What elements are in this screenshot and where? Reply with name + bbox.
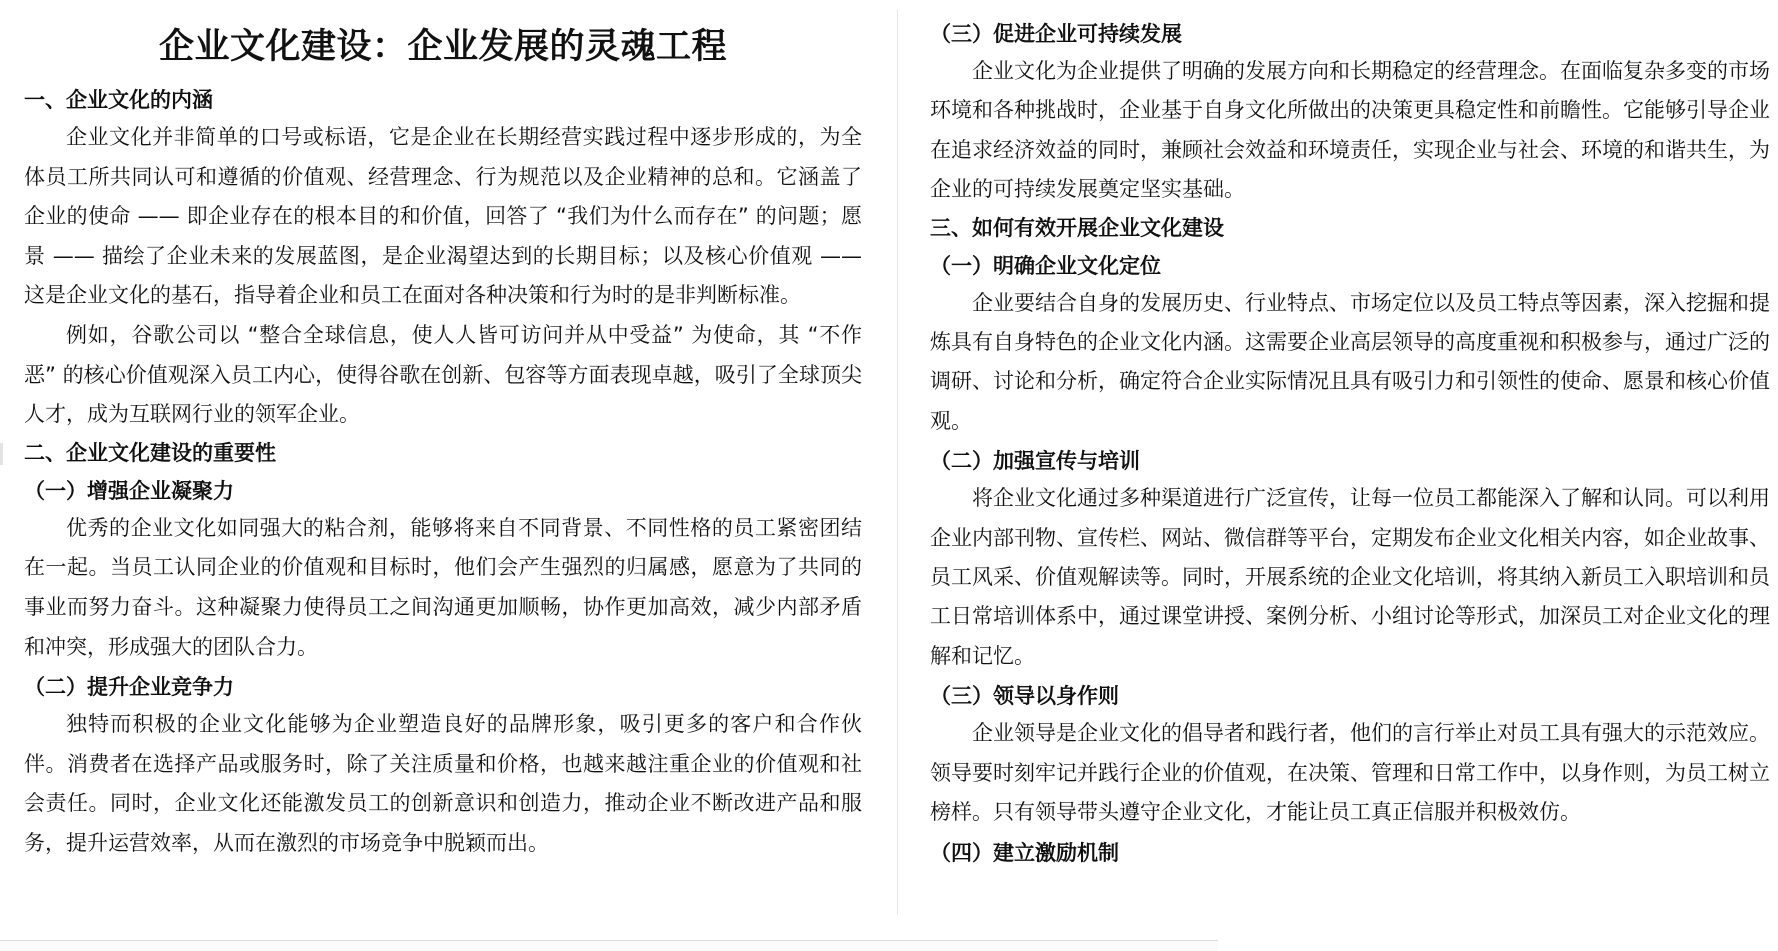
paragraph-culture-definition: 企业文化并非简单的口号或标语，它是企业在长期经营实践过程中逐步形成的，为全体员工所共同认可和遵循的价值观、经营理念、行为规范以及企业精神的总和。它涵盖了企业的使命 —— 即企业存在的根本目的和价值，回答了 “我们为什么而存在” 的问题；愿景 —— 描绘了企业未来的发展蓝图，是企业渴望达到的长期目标；以及核心价值观 —— 这是企业文化的基石，指导着企业和员工在面对各种决策和行为时的是非判断标准。 (24, 125, 862, 308)
left-column (24, 14, 862, 864)
paragraph-cohesion: 优秀的企业文化如同强大的粘合剂，能够将来自不同背景、不同性格的员工紧密团结在一起。当员工认同企业的价值观和目标时，他们会产生强烈的归属感，愿意为了共同的事业而努力奋斗。这种凝聚力使得员工之间沟通更加顺畅，协作更加高效，减少内部矛盾和冲突，形成强大的团队合力。 (24, 515, 862, 659)
subsection-heading-training: （二）加强宣传与培训 (930, 449, 1140, 474)
section-heading-1: 一、企业文化的内涵 (24, 88, 213, 112)
right-column (930, 14, 1770, 871)
section-heading-3: 三、如何有效开展企业文化建设 (930, 215, 1224, 240)
paragraph-competitiveness: 独特而积极的企业文化能够为企业塑造良好的品牌形象，吸引更多的客户和合作伙伴。消费者在选择产品或服务时，除了关注质量和价格，也越来越注重企业的价值观和社会责任。同时，企业文化还能激发员工的创新意识和创造力，推动企业不断改进产品和服务，提升运营效率，从而在激烈的市场竞争中脱颖而出。 (24, 712, 862, 855)
subsection-heading-sustainability: （三）促进企业可持续发展 (930, 22, 1182, 46)
page-edge-marker (0, 443, 3, 465)
paragraph-google-example: 例如，谷歌公司以 “整合全球信息，使人人皆可访问并从中受益” 为使命，其 “不作恶” 的核心价值观深入员工内心，使得谷歌在创新、包容等方面表现卓越，吸引了全球顶尖人才，成为互联网行业的领军企业。 (24, 322, 862, 427)
horizontal-scrollbar[interactable] (0, 940, 1218, 951)
section-heading-2: 二、企业文化建设的重要性 (24, 440, 276, 465)
paragraph-training: 将企业文化通过多种渠道进行广泛宣传，让每一位员工都能深入了解和认同。可以利用企业内部刊物、宣传栏、网站、微信群等平台，定期发布企业文化相关内容，如企业故事、员工风采、价值观解读等。同时，开展系统的企业文化培训，将其纳入新员工入职培训和员工日常培训体系中，通过课堂讲授、案例分析、小组讨论等形式，加深员工对企业文化的理解和记忆。 (930, 486, 1770, 668)
subsection-heading-competitiveness: （二）提升企业竞争力 (24, 675, 234, 700)
subsection-heading-cohesion: （一）增强企业凝聚力 (24, 478, 234, 503)
subsection-heading-incentives: （四）建立激励机制 (930, 840, 1119, 865)
paragraph-positioning: 企业要结合自身的发展历史、行业特点、市场定位以及员工特点等因素，深入挖掘和提炼具有自身特色的企业文化内涵。这需要企业高层领导的高度重视和积极参与，通过广泛的调研、讨论和分析，确定符合企业实际情况且具有吸引力和引领性的使命、愿景和核心价值观。 (930, 290, 1770, 433)
column-divider (897, 10, 898, 915)
paragraph-sustainability: 企业文化为企业提供了明确的发展方向和长期稳定的经营理念。在面临复杂多变的市场环境和各种挑战时，企业基于自身文化所做出的决策更具稳定性和前瞻性。它能够引导企业在追求经济效益的同时，兼顾社会效益和环境责任，实现企业与社会、环境的和谐共生，为企业的可持续发展奠定坚实基础。 (930, 59, 1770, 202)
page-title: 企业文化建设：企业发展的灵魂工程 (158, 27, 727, 67)
paragraph-leadership: 企业领导是企业文化的倡导者和践行者，他们的言行举止对员工具有强大的示范效应。领导要时刻牢记并践行企业的价值观，在决策、管理和日常工作中，以身作则，为员工树立榜样。只有领导带头遵守企业文化，才能让员工真正信服并积极效仿。 (930, 721, 1770, 825)
subsection-heading-positioning: （一）明确企业文化定位 (930, 253, 1161, 278)
subsection-heading-leadership: （三）领导以身作则 (930, 684, 1119, 709)
